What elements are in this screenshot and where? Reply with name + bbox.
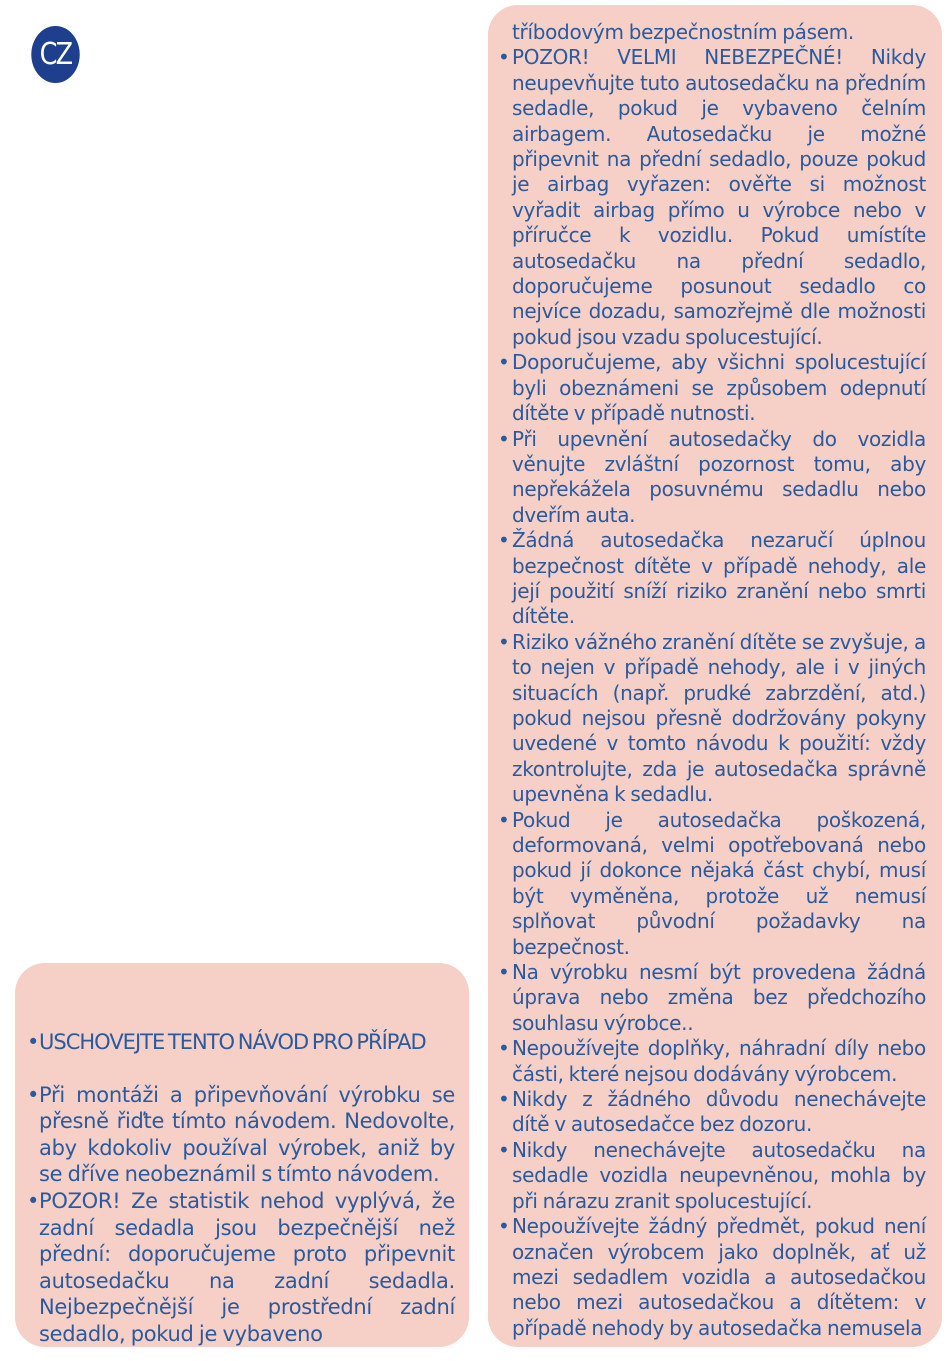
list-item-text: Při upevnění autosedačky do vozidla věnujte zvláštní pozornost tomu, aby nepřekážela posuvnému sedadlu nebo dveřím auta. [512, 426, 926, 527]
list-item [498, 1036, 926, 1087]
left-warning-panel [15, 963, 469, 1347]
list-item [27, 1188, 455, 1348]
panel-heading: USCHOVEJTE TENTO NÁVOD PRO PŘÍPAD [39, 1030, 426, 1054]
list-item [498, 630, 926, 808]
bullet: • [27, 1030, 40, 1054]
list-item [498, 808, 926, 960]
list-item [498, 1214, 926, 1341]
bullet: • [498, 1036, 510, 1061]
heading-item [27, 1029, 455, 1056]
bullet: • [498, 350, 510, 375]
list-item-text: Pokud je autosedačka poškozená, deformovaná, velmi opotřebovaná nebo pokud jí dokonce nějaká část chybí, musí být vyměněna, protože už nemusí splňovat původní požadavky na bezpečnost. [512, 807, 926, 959]
bullet: • [27, 1082, 40, 1107]
list-item [498, 960, 926, 1036]
list-item [498, 350, 926, 426]
list-item-text: Nepoužívejte doplňky, náhradní díly nebo části, které nejsou dodávány výrobcem. [512, 1036, 926, 1086]
list-item-text: Při montáži a připevňování výrobku se přesně řiďte tímto návodem. Nedovolte, aby kdokoliv používal výrobek, aniž by se dříve neobeznámil s tímto návodem. [39, 1082, 455, 1187]
bullet: • [498, 426, 510, 451]
list-item-text: Doporučujeme, aby všichni spolucestující byli obeznámeni se způsobem odepnutí dítěte v případě nutnosti. [512, 350, 926, 426]
list-item-text: Nikdy nenechávejte autosedačku na sedadle vozidla neupevněnou, mohla by při nárazu zranit spolucestující. [512, 1137, 926, 1213]
list-item [498, 1087, 926, 1138]
list-item [498, 1138, 926, 1214]
list-item [27, 1082, 455, 1188]
bullet: • [27, 1188, 40, 1213]
bullet: • [498, 1137, 510, 1162]
language-badge: CZ [31, 26, 79, 83]
list-item-text: Žádná autosedačka nezaručí úplnou bezpečnost dítěte v případě nehody, ale její použití sníží riziko zranění nebo smrti dítěte. [512, 528, 926, 629]
bullet: • [498, 807, 510, 832]
bullet: • [498, 1214, 510, 1239]
list-item-text: POZOR! Ze statistik nehod vyplývá, že zadní sedadla jsou bezpečnější než přední: doporučujeme proto připevnit autosedačku na zadní sedadla. Nejbezpečnější je prostřední zadní sedadlo, pokud je vybaveno [39, 1188, 455, 1346]
continued-text: tříbodovým bezpečnostním pásem. [512, 20, 854, 44]
bullet: • [498, 45, 510, 70]
list-item-text: Na výrobku nesmí být provedena žádná úprava nebo změna bez předchozího souhlasu výrobce.. [512, 960, 926, 1035]
list-item [498, 528, 926, 630]
bullet: • [498, 528, 510, 553]
list-item [498, 427, 926, 529]
bullet: • [498, 629, 510, 654]
list-item-text: Nikdy z žádného důvodu nenechávejte dítě v autosedačce bez dozoru. [512, 1087, 926, 1137]
bullet: • [498, 1087, 510, 1112]
list-item-text: POZOR! VELMI NEBEZPEČNÉ! Nikdy neupevňujte tuto autosedačku na předním sedadle, pokud je vybaveno čelním airbagem. Autosedačku je možné připevnit na přední sedadlo, pouze pokud je airbag vyřazen: ověřte si možnost vyřadit airbag přímo u výrobce nebo v příručce k vozidlu. Pokud umístíte autosedačku na přední sedadlo, doporučujeme posunout sedadlo co nejvíce dozadu, samozřejmě dle možnosti pokud jsou vzadu spolucestující. [512, 45, 926, 349]
right-warning-panel [488, 5, 942, 1347]
bullet: • [498, 960, 510, 985]
list-item [498, 45, 926, 350]
list-item-text: Riziko vážného zranění dítěte se zvyšuje, a to nejen v případě nehody, ale i v jiných situacích (např. prudké zabrzdění, atd.) pokud nejsou přesně dodržovány pokyny uvedené v tomto návodu k použití: vždy zkontrolujte, zda je autosedačka správně upevněna k sedadlu. [512, 629, 926, 807]
list-item-text: Nepoužívejte žádný předmět, pokud není označen výrobcem jako doplněk, ať už mezi sedadlem vozidla a autosedačkou nebo mezi autosedačkou a dítětem: v případě nehody by autosedačka nemusela [512, 1214, 926, 1340]
